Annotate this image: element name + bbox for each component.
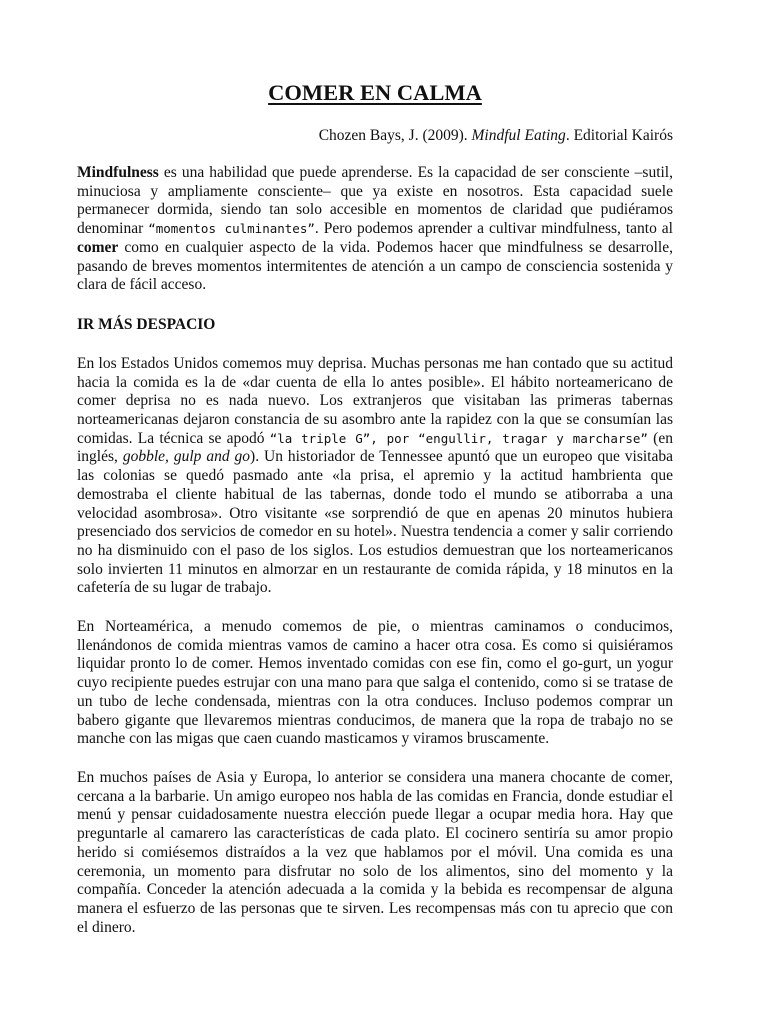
page-title: COMER EN CALMA: [268, 80, 482, 105]
paragraph-3: En muchos países de Asia y Europa, lo anterior se considera una manera chocante de comer, cercana a la barbarie. Un amigo europeo nos habla de las comidas en Francia, donde estudiar el menú y pensar cuidadosamente nuestra elección puede llegar a ocupar media hora. Hay que preguntarle al camarero las características de cada plato. El cocinero sentiría su amor propio herido si comiésemos distraídos a la vez que hablamos por el móvil. Una comida es una ceremonia, un momento para disfrutar no solo de los alimentos, sino del momento y la compañía. Conceder la atención adecuada a la comida y la bebida es recompensar de alguna manera el esfuerzo de las personas que te sirven. Les recompensas más con tu aprecio que con el dinero.: [77, 768, 673, 936]
citation-book: Mindful Eating: [471, 127, 566, 144]
paragraph-2: En Norteamérica, a menudo comemos de pie, o mientras caminamos o conducimos, llenándonos de comida mientras vamos de camino a hacer otra cosa. Es como si quisiéramos liquidar pronto lo de comer. Hemos inventado comidas con ese fin, como el go-gurt, un yogur cuyo recipiente puedes estrujar con una mano para que salga el contenido, como si se tratase de un tubo de leche condensada, mientras con la otra conduces. Incluso podemos comprar un babero gigante que llevaremos mientras conducimos, de manera que la ropa de trabajo no se manche con las migas que caen cuando masticamos y viramos bruscamente.: [77, 618, 673, 748]
citation: [77, 126, 673, 146]
intro-term: Mindfulness: [77, 164, 159, 181]
p1-text-3: ). Un historiador de Tennessee apuntó que un europeo que visitaba las colonias se quedó pasmado ante «la prisa, el apremio y la actitud hambrienta que demostraba el cliente habitual de las tabernas, donde todo el mundo se atiborraba a una velocidad asombrosa». Otro visitante «se sorprendió de que en apenas 20 minutos hubiera presenciado dos servicios de comedor en su hotel». Nuestra tendencia a comer y salir corriendo no ha disminuido con el paso de los siglos. Los estudios demuestran que los norteamericanos solo invierten 11 minutos en almorzar en un restaurante de comida rápida, y 18 minutos en la cafetería de su lugar de trabajo.: [77, 448, 673, 597]
p1-text-2: (en inglés,: [77, 429, 673, 466]
intro-quote: “momentos culminantes”: [148, 221, 315, 237]
intro-paragraph: [77, 164, 673, 295]
citation-publisher: . Editorial Kairós: [565, 127, 673, 144]
p1-english-phrase: gobble, gulp and go: [122, 448, 251, 466]
intro-text-3: como en cualquier aspecto de la vida. Podemos hacer que mindfulness se desarrolle, pasando de breves momentos intermitentes de atención a un campo de consciencia sostenida y clara de fácil acceso.: [77, 238, 673, 294]
document-page: [77, 78, 673, 957]
intro-text-1: es una habilidad que puede aprenderse. Es la capacidad de ser consciente –sutil, minuciosa y ampliamente consciente– que ya existe en nosotros. Esta capacidad suele permanecer dormida, siendo tan solo accesible en momentos de claridad que pudiéramos denominar: [77, 164, 673, 238]
intro-bold-comer: comer: [77, 238, 119, 256]
p1-text-1: En los Estados Unidos comemos muy deprisa. Muchas personas me han contado que su actitud hacia la comida es la de «dar cuenta de ella lo antes posible». El hábito norteamericano de comer deprisa no es nada nuevo. Los extranjeros que visitaban las primeras tabernas norteamericanas dejaron constancia de su asombro ante la rapidez con la que se consumían las comidas. La técnica se apodó: [77, 354, 673, 447]
paragraph-1: [77, 355, 673, 598]
section-heading: IR MÁS DESPACIO: [77, 315, 216, 333]
p1-quote: “la triple G”, por “engullir, tragar y marcharse”: [269, 430, 648, 446]
citation-author: Chozen Bays, J. (2009).: [318, 127, 468, 144]
intro-text-2: . Pero podemos aprender a cultivar mindfulness, tanto al: [314, 220, 673, 238]
